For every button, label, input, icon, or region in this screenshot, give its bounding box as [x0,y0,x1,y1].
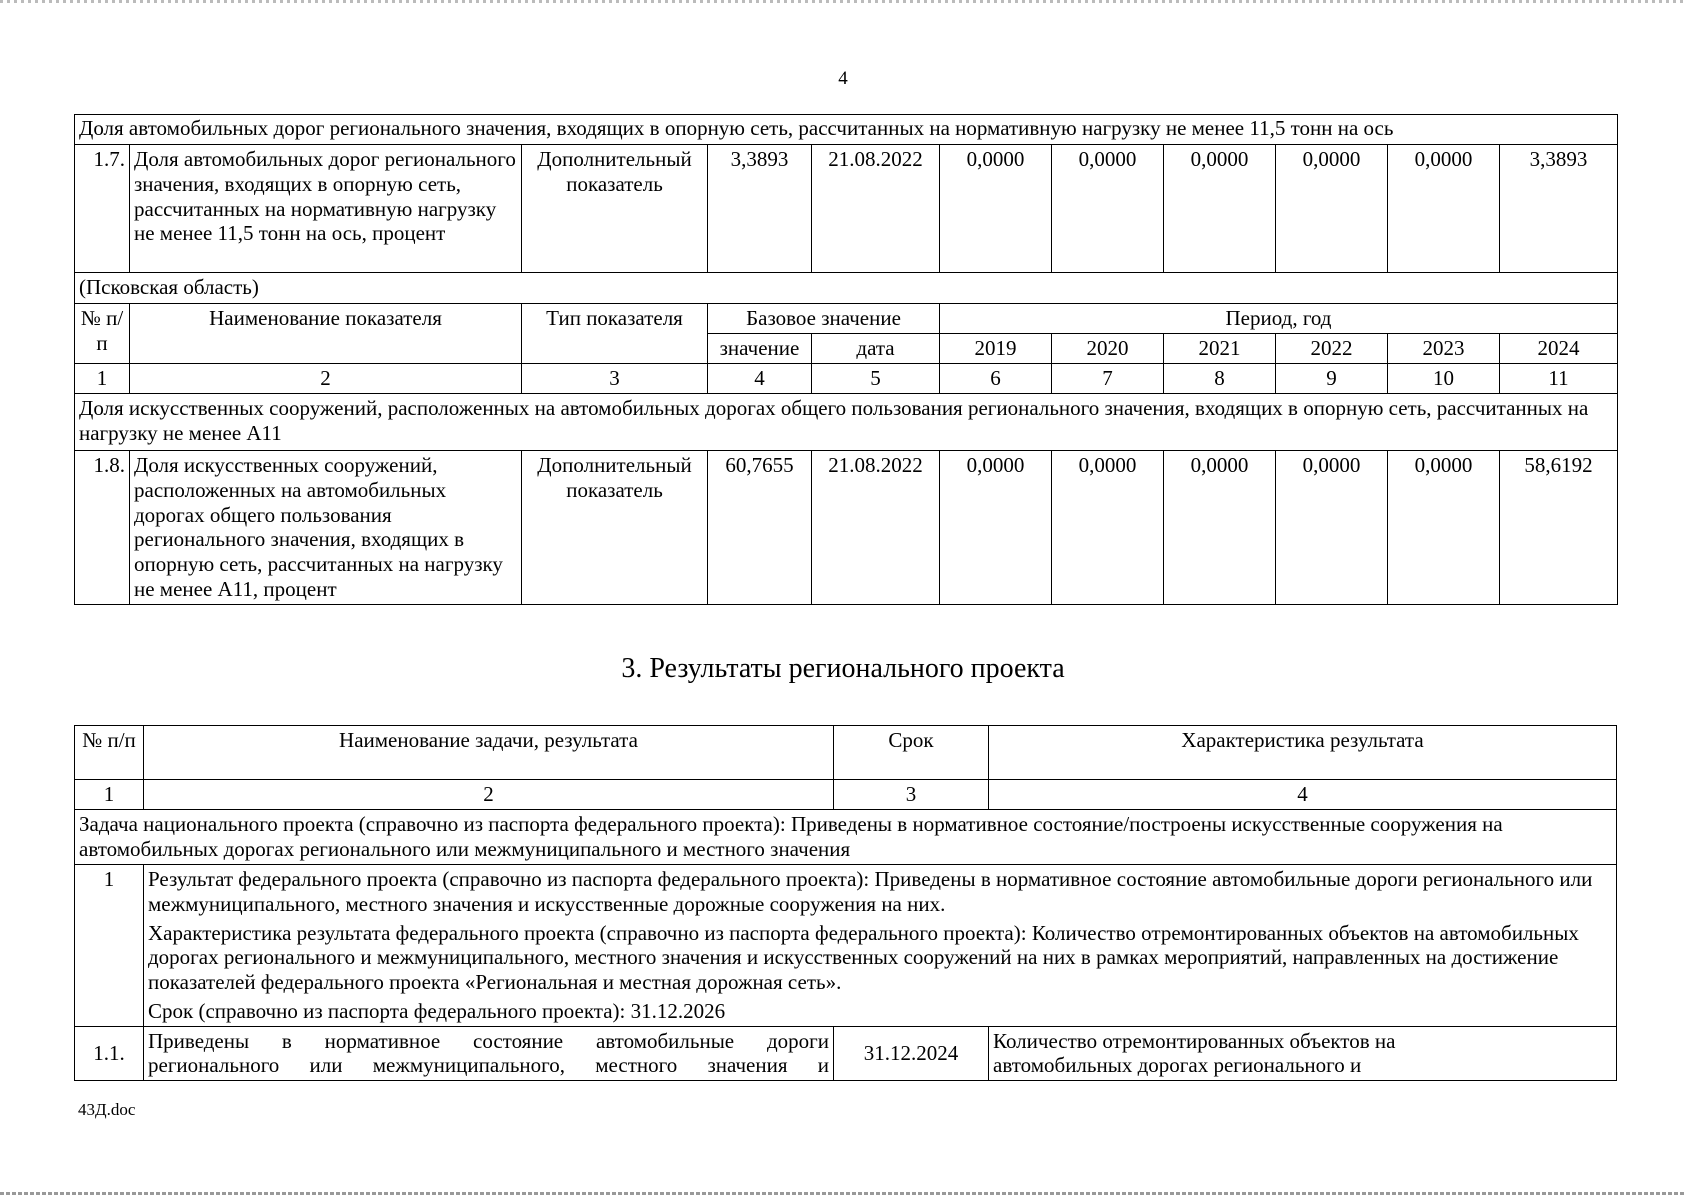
table-row [75,145,1618,273]
header-value: значение [708,334,812,364]
region-label: (Псковская область) [75,273,1618,304]
table-row [75,451,1618,605]
column-number: 6 [940,364,1052,394]
result-characteristic-cell [989,1026,1617,1081]
column-number: 2 [130,364,522,394]
row-number: 1 [75,865,144,1027]
value-2024: 3,3893 [1500,145,1618,273]
column-number: 9 [1276,364,1388,394]
base-date: 21.08.2022 [812,145,940,273]
value-2023: 0,0000 [1388,451,1500,605]
column-number: 3 [522,364,708,394]
header-year: 2022 [1276,334,1388,364]
group-title-roads: Доля автомобильных дорог регионального значения, входящих в опорную сеть, рассчитанных на нормативную нагрузку не менее 11,5 тонн на ось [75,115,1618,145]
result-characteristic-line: автомобильных дорогах регионального и [993,1053,1362,1078]
header-period: Период, год [940,304,1618,334]
header-base: Базовое значение [708,304,940,334]
base-value: 3,3893 [708,145,812,273]
group-title-row [75,394,1618,451]
header-type: Тип показателя [522,304,708,364]
value-2019: 0,0000 [940,451,1052,605]
indicator-type: Дополнительный показатель [522,145,708,273]
indicator-type: Дополнительный показатель [522,451,708,605]
header-num: № п/п [75,304,130,364]
value-2023: 0,0000 [1388,145,1500,273]
header-row [75,304,1618,334]
results-table [74,725,1617,1081]
row-number: 1.8. [75,451,130,605]
table-row [75,865,1617,1027]
row-number: 1.7. [75,145,130,273]
column-number: 7 [1052,364,1164,394]
column-number: 4 [989,780,1617,810]
indicators-table [74,114,1618,605]
header-name: Наименование задачи, результата [144,726,834,780]
page-number: 4 [838,68,848,89]
header-date: дата [812,334,940,364]
header-name: Наименование показателя [130,304,522,364]
federal-result-characteristic: Характеристика результата федерального проекта (справочно из паспорта федерального проекта): Количество отремонтированных объектов на автомобильных дорогах регионального и межмуниципального, местного значения и искусственных сооружений на них в рамках мероприятий, направленных на достижение показателей федерального проекта «Региональная и местная дорожная сеть». [148,920,1579,995]
value-2020: 0,0000 [1052,451,1164,605]
indicator-name: Доля автомобильных дорог регионального значения, входящих в опорную сеть, рассчитанных на нормативную нагрузку не менее 11,5 тонн на ось, процент [130,145,522,273]
federal-deadline: Срок (справочно из паспорта федерального проекта): 31.12.2026 [148,998,726,1023]
value-2021: 0,0000 [1164,451,1276,605]
header-row [75,726,1617,780]
result-name-cell [144,1026,834,1081]
header-year: 2021 [1164,334,1276,364]
column-number: 1 [75,364,130,394]
group-title-row [75,115,1618,145]
column-number: 11 [1500,364,1618,394]
column-numbers-row [75,364,1618,394]
header-deadline: Срок [834,726,989,780]
result-name-line: Приведены в нормативное состояние автомобильные дороги [148,1028,829,1053]
federal-result-cell [144,865,1617,1027]
table-row [75,1026,1617,1081]
result-name-line: регионального или межмуниципального, местного значения и [148,1053,829,1078]
footer-filename: 43Д.doc [78,1100,136,1119]
column-number: 8 [1164,364,1276,394]
column-number: 5 [812,364,940,394]
column-number: 2 [144,780,834,810]
header-num: № п/п [75,726,144,780]
column-number: 1 [75,780,144,810]
result-deadline: 31.12.2024 [834,1026,989,1081]
scan-edge-bottom [0,1192,1686,1195]
header-characteristic: Характеристика результата [989,726,1617,780]
value-2020: 0,0000 [1052,145,1164,273]
scan-edge-top [0,0,1686,3]
region-row [75,273,1618,304]
header-year: 2023 [1388,334,1500,364]
value-2022: 0,0000 [1276,451,1388,605]
row-number: 1.1. [75,1026,144,1081]
header-year: 2024 [1500,334,1618,364]
value-2022: 0,0000 [1276,145,1388,273]
national-task: Задача национального проекта (справочно из паспорта федерального проекта): Приведены в нормативное состояние/построены искусственные сооружения на автомобильных дорогах регионального или межмуниципального и местного значения [75,810,1617,865]
base-date: 21.08.2022 [812,451,940,605]
header-year: 2020 [1052,334,1164,364]
indicator-name: Доля искусственных сооружений, расположенных на автомобильных дорогах общего пользования регионального значения, входящих в опорную сеть, рассчитанных на нагрузку не менее А11, процент [130,451,522,605]
value-2024: 58,6192 [1500,451,1618,605]
column-number: 3 [834,780,989,810]
column-number: 4 [708,364,812,394]
column-numbers-row [75,780,1617,810]
federal-result: Результат федерального проекта (справочно из паспорта федерального проекта): Приведены в нормативное состояние автомобильные дороги регионального или межмуниципального, местного значения и искусственные дорожные сооружения на них. [148,867,1593,916]
group-title-structures: Доля искусственных сооружений, расположенных на автомобильных дорогах общего пользования регионального значения, входящих в опорную сеть, рассчитанных на нагрузку не менее А11 [75,394,1618,451]
task-row [75,810,1617,865]
section-title: 3. Результаты регионального проекта [621,653,1065,684]
column-number: 10 [1388,364,1500,394]
value-2021: 0,0000 [1164,145,1276,273]
base-value: 60,7655 [708,451,812,605]
value-2019: 0,0000 [940,145,1052,273]
header-year: 2019 [940,334,1052,364]
result-characteristic-line: Количество отремонтированных объектов на [993,1028,1396,1053]
